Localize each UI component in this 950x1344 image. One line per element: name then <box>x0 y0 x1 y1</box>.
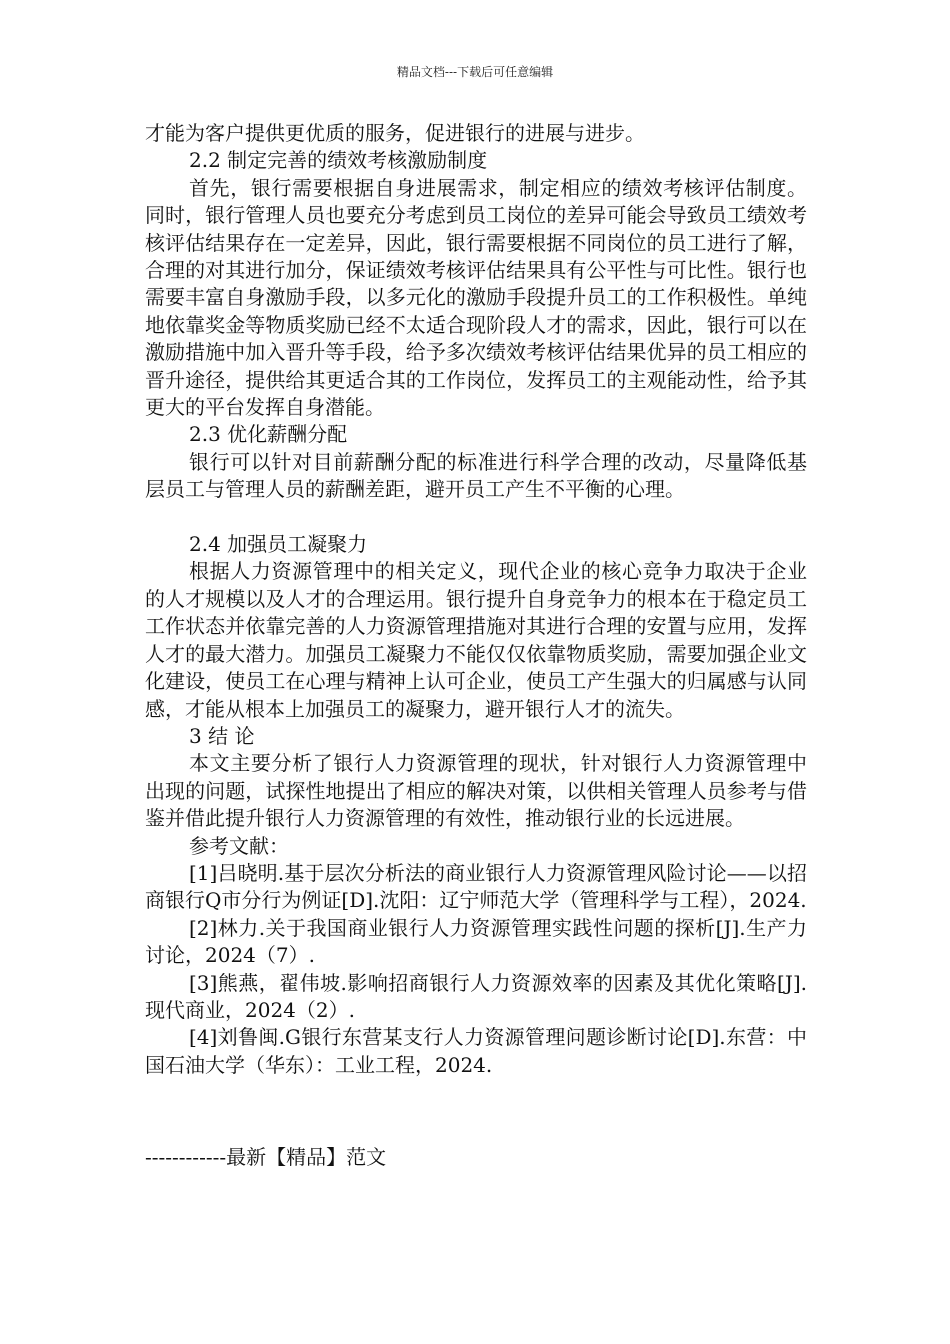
paragraph-continuation: 才能为客户提供更优质的服务，促进银行的进展与进步。 <box>145 121 645 145</box>
section-heading-3: 3 结 论 <box>189 723 255 748</box>
reference-item: [4]刘鲁闽.G银行东营某支行人力资源管理问题诊断讨论[D].东营：中国石油大学（华东）：工业工程，2024. <box>145 1025 807 1077</box>
paragraph-gap <box>145 504 807 531</box>
document-body <box>145 120 807 1079</box>
section-heading-2-3: 2.3 优化薪酬分配 <box>189 422 348 447</box>
section-heading-2-4: 2.4 加强员工凝聚力 <box>189 532 368 557</box>
paragraph-performance: 首先，银行需要根据自身进展需求，制定相应的绩效考核评估制度。同时，银行管理人员也要充分考虑到员工岗位的差异可能会导致员工绩效考核评估结果存在一定差异，因此，银行需要根据不同岗位的员工进行了解，合理的对其进行加分，保证绩效考核评估结果具有公平性与可比性。银行也需要丰富自身激励手段，以多元化的激励手段提升员工的工作积极性。单纯地依靠奖金等物质奖励已经不太适合现阶段人才的需求，因此，银行可以在激励措施中加入晋升等手段，给予多次绩效考核评估结果优异的员工相应的晋升途径，提供给其更适合其的工作岗位，发挥员工的主观能动性，给予其更大的平台发挥自身潜能。 <box>145 175 807 420</box>
references-heading: 参考文献： <box>189 833 289 858</box>
reference-item: [3]熊燕，翟伟坡.影响招商银行人力资源效率的因素及其优化策略[J].现代商业，2024（2）. <box>145 970 807 1022</box>
page-footer: ------------最新【精品】范文 <box>145 1145 387 1169</box>
paragraph-cohesion: 根据人力资源管理中的相关定义，现代企业的核心竞争力取决于企业的人才规模以及人才的合理运用。银行提升自身竞争力的根本在于稳定员工工作状态并依靠完善的人力资源管理措施对其进行合理的安置与应用，发挥人才的最大潜力。加强员工凝聚力不能仅仅依靠物质奖励，需要加强企业文化建设，使员工在心理与精神上认可企业，使员工产生强大的归属感与认同感，才能从根本上加强员工的凝聚力，避开银行人才的流失。 <box>145 559 807 721</box>
reference-item: [1]吕晓明.基于层次分析法的商业银行人力资源管理风险讨论——以招商银行Q市分行为例证[D].沈阳：辽宁师范大学（管理科学与工程），2024. <box>145 860 807 913</box>
page-header: 精品文档---下载后可任意编辑 <box>396 65 554 79</box>
reference-item: [2]林力.关于我国商业银行人力资源管理实践性问题的探析[J].生产力讨论，2024（7）. <box>145 915 807 968</box>
section-heading-2-2: 2.2 制定完善的绩效考核激励制度 <box>189 148 488 173</box>
paragraph-conclusion: 本文主要分析了银行人力资源管理的现状，针对银行人力资源管理中出现的问题，试探性地提出了相应的解决对策，以供相关管理人员参考与借鉴并借此提升银行人力资源管理的有效性，推动银行业的长远进展。 <box>145 751 807 831</box>
paragraph-salary: 银行可以针对目前薪酬分配的标准进行科学合理的改动，尽量降低基层员工与管理人员的薪酬差距，避开员工产生不平衡的心理。 <box>145 449 807 502</box>
